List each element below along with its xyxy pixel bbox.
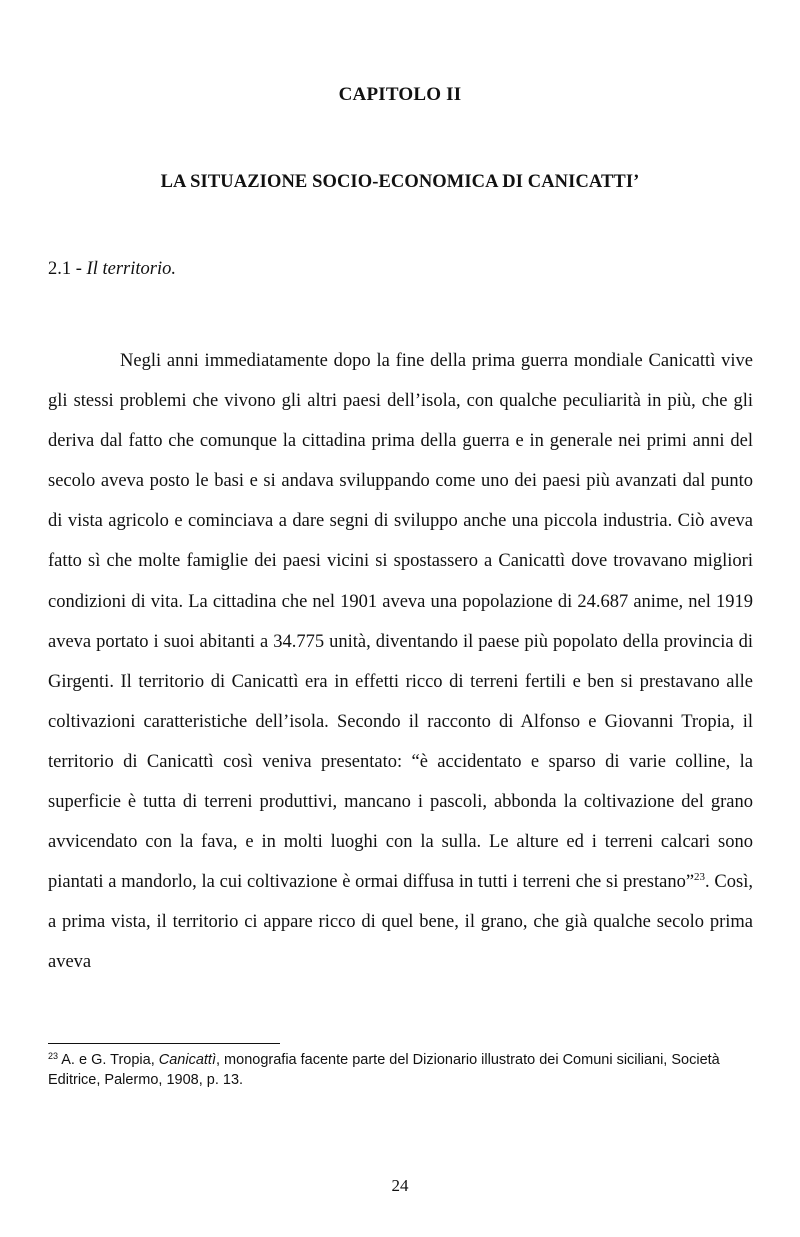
- page-number: 24: [391, 1176, 409, 1195]
- section-number: 2.1 -: [48, 259, 87, 279]
- footnote-separator: [48, 1043, 280, 1044]
- section-heading: [48, 259, 176, 280]
- footnote-work-title: Canicattì: [158, 1052, 216, 1068]
- footnote-text-start: A. e G. Tropia,: [58, 1052, 159, 1068]
- chapter-title: LA SITUAZIONE SOCIO-ECONOMICA DI CANICATTI’: [160, 172, 640, 192]
- body-text-main: Negli anni immediatamente dopo la fine della prima guerra mondiale Canicattì vive gli stessi problemi che vivono gli altri paesi dell’isola, con qualche peculiarità in più, che gli deriva dal fatto che comunque la cittadina prima della guerra e in generale nei primi anni del secolo aveva posto le basi e si andava sviluppando come uno dei paesi più avanzati dal punto di vista agricolo e cominciava a dare segni di sviluppo anche una piccola industria. Ciò aveva fatto sì che molte famiglie dei paesi vicini si spostassero a Canicattì dove trovavano migliori condizioni di vita. La cittadina che nel 1901 aveva una popolazione di 24.687 anime, nel 1919 aveva portato i suoi abitanti a 34.775 unità, diventando il paese più popolato della provincia di Girgenti. Il territorio di Canicattì era in effetti ricco di terreni fertili e ben si prestavano alle coltivazioni caratteristiche dell’isola. Secondo il racconto di Alfonso e Giovanni Tropia, il territorio di Canicattì così veniva presentato: “è accidentato e sparso di varie colline, la superficie è tutta di terreni produttivi, mancano i pascoli, abbonda la coltivazione del grano avvicendato con la fava, e in molti luoghi con la sulla. Le alture ed i terreni calcari sono piantati a mandorlo, la cui coltivazione è ormai diffusa in tutti i terreni che si prestano”: [48, 351, 753, 893]
- section-title: Il territorio.: [86, 259, 176, 279]
- body-paragraph: [48, 341, 753, 983]
- footnote: [48, 1050, 760, 1090]
- footnote-number: 23: [48, 1051, 59, 1061]
- chapter-label: CAPITOLO II: [338, 84, 462, 105]
- footnote-text-end: , monografia facente parte del Dizionario illustrato dei Comuni siciliani, Società Editrice, Palermo, 1908, p. 13.: [48, 1052, 720, 1088]
- footnote-reference[interactable]: 23: [694, 871, 706, 884]
- body-text-continuation: . Così, a prima vista, il territorio ci appare ricco di quel bene, il grano, che già qualche secolo prima aveva: [48, 872, 753, 973]
